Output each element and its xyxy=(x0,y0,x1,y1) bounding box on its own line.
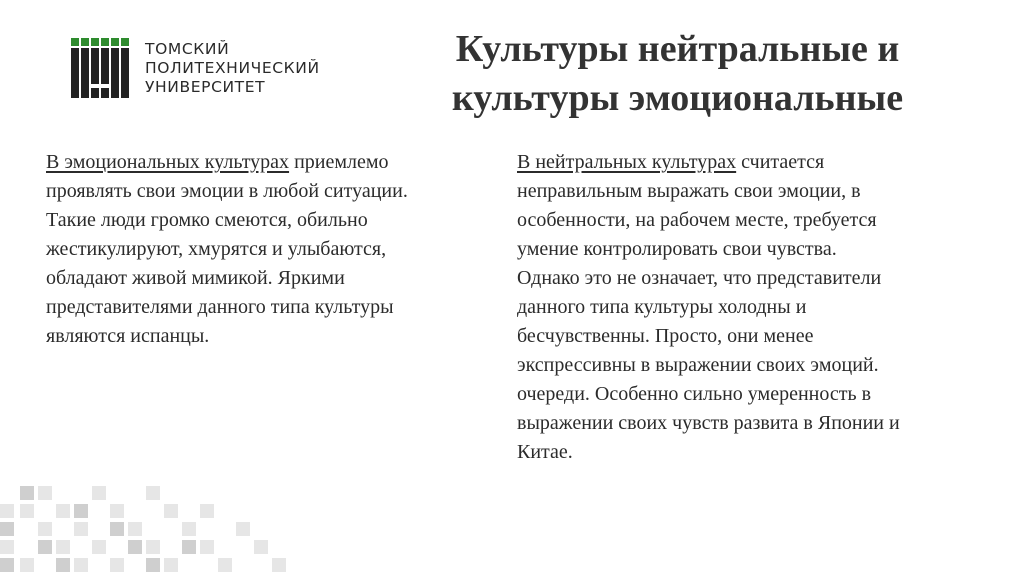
text-line: очереди. Особенно сильно умеренность в xyxy=(517,383,872,405)
text-line: Такие люди громко смеются, обильно xyxy=(46,209,368,231)
emotional-cultures-text xyxy=(46,148,496,351)
title-line-2: культуры эмоциональные xyxy=(451,77,904,119)
logo-line: УНИВЕРСИТЕТ xyxy=(145,78,266,96)
neutral-cultures-text xyxy=(517,148,1007,467)
text-line xyxy=(517,148,1007,177)
text-line: представителями данного типа культуры xyxy=(46,296,394,318)
neutral-cultures-term: В нейтральных культурах xyxy=(517,151,737,173)
text-line: данного типа культуры холодны и xyxy=(517,296,807,318)
text-line: являются испанцы. xyxy=(46,325,210,347)
text-line: умение контролировать свои чувства. xyxy=(517,238,837,260)
text-line: Однако это не означает, что представители xyxy=(517,267,882,289)
text-line: неправильным выражать свои эмоции, в xyxy=(517,180,861,202)
text-fragment: приемлемо xyxy=(289,151,389,173)
text-line: выражении своих чувств развита в Японии и xyxy=(517,412,900,434)
text-line: обладают живой мимикой. Яркими xyxy=(46,267,345,289)
logo-line: ПОЛИТЕХНИЧЕСКИЙ xyxy=(145,59,320,77)
logo-text xyxy=(145,40,320,97)
title-line-1: Культуры нейтральные и xyxy=(455,28,900,70)
text-line: экспрессивны в выражении своих эмоций. xyxy=(517,354,879,376)
text-line: особенности, на рабочем месте, требуется xyxy=(517,209,877,231)
text-line xyxy=(46,148,496,177)
decorative-pixel-pattern xyxy=(0,484,300,574)
emotional-cultures-term: В эмоциональных культурах xyxy=(46,151,290,173)
logo-mark-icon xyxy=(71,38,133,100)
text-line: Китае. xyxy=(517,441,573,463)
text-fragment: считается xyxy=(736,151,825,173)
text-line: бесчувственны. Просто, они менее xyxy=(517,325,814,347)
text-line: проявлять свои эмоции в любой ситуации. xyxy=(46,180,408,202)
slide-title xyxy=(395,25,960,123)
text-line: жестикулируют, хмурятся и улыбаются, xyxy=(46,238,387,260)
logo-line: ТОМСКИЙ xyxy=(145,40,230,58)
